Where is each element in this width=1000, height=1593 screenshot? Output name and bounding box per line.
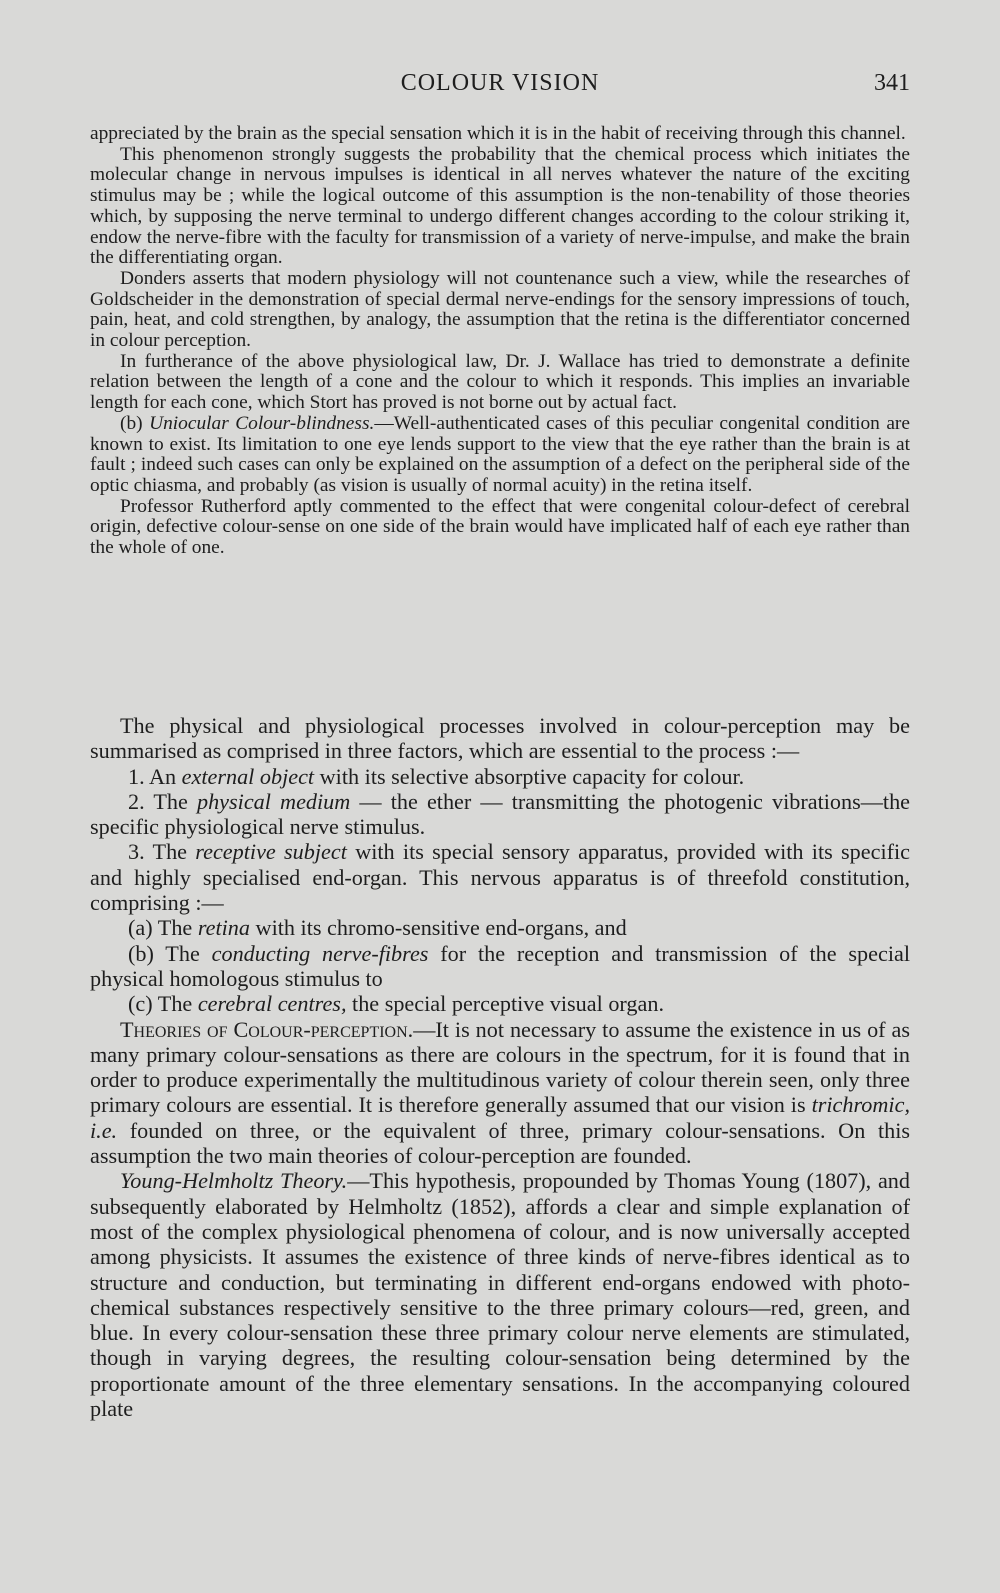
paragraph-uniocular: [90, 414, 910, 497]
item-text: with its selective absorptive capacity for colour.: [319, 763, 745, 789]
item-prefix: (a) The: [128, 915, 193, 941]
paragraph-young-helmholtz: [90, 1168, 910, 1421]
item-prefix: 2. The: [128, 788, 188, 814]
page-number: 341: [874, 70, 910, 96]
paragraph-continuation: appreciated by the brain as the special sensation which it is in the habit of receiving through this channel.: [90, 123, 906, 144]
item-prefix: 3. The: [128, 839, 188, 865]
section-heading-theories: Theories of Colour-perception.: [120, 1016, 414, 1042]
item-term: physical medium: [196, 788, 351, 814]
paragraph-text: —This hypothesis, propounded by Thomas Young (1807), and subsequently elaborated by Helmholtz (1852), affords a clear and simple explanation of most of the complex physiological phenomena of colour, and is now universally accepted among physicists. It assumes the existence of three kinds of nerve-fibres identical as to structure and conduction, but terminating in different end-organs endowed with photo-chemical substances respectively sensitive to the three primary colours—red, green, and blue. In every colour-sensation these three primary colour nerve elements are stimulated, though in varying degrees, the resulting colour-sensation being determined by the proportionate amount of the three elementary sensations. In the accompanying coloured plate: [90, 1168, 910, 1422]
paragraph-donders: Donders asserts that modern physiology will not countenance such a view, while the researches of Goldscheider in the demonstration of special dermal nerve-endings for the sensory impressions of touch, pain, heat, and cold strengthen, by analogy, the assumption that the retina is the differentiator concerned in colour perception.: [90, 267, 910, 352]
main-print-section: [90, 713, 910, 1421]
item-term: retina: [197, 915, 250, 941]
paragraph-rutherford: Professor Rutherford aptly commented to the effect that were congenital colour-defect of cerebral origin, defective colour-sense on one side of the brain would have implicated half of each eye rather than the whole of one.: [90, 495, 910, 559]
paragraph-wallace: In furtherance of the above physiological law, Dr. J. Wallace has tried to demonstrate a definite relation between the length of a cone and the colour to which it responds. This implies an invariable length for each cone, which Stort has proved is not borne out by actual fact.: [90, 350, 910, 414]
paragraph-intro: The physical and physiological processes involved in colour-perception may be summarised as comprised in three factors, which are essential to the process :—: [90, 713, 910, 764]
term-trichromic: trichromic, i.e.: [90, 1092, 910, 1143]
sub-item-b: [90, 941, 910, 992]
item-prefix: (c) The: [128, 991, 193, 1017]
item-text: with its chromo-sensitive end-organs, and: [255, 915, 627, 941]
item-prefix: (b) The: [128, 940, 200, 966]
section-heading-uniocular: Uniocular Colour-blindness.: [149, 412, 375, 434]
paragraph-text: —Well-authenticated cases of this peculiar congenital condition are known to exist. Its limitation to one eye lends support to the view that the eye rather than the brain is at fault ; indeed such cases can only be explained on the assumption of a defect on the peripheral side of the optic chiasma, and probably (as vision is usually of normal acuity) in the retina itself.: [90, 412, 910, 496]
running-title: COLOUR VISION: [400, 70, 600, 96]
item-prefix: 1. An: [128, 763, 177, 789]
item-text: the special perceptive visual organ.: [352, 991, 664, 1017]
paragraph-text: founded on three, or the equivalent of three, primary colour-sensations. On this assumption the two main theories of colour-perception are founded.: [90, 1117, 911, 1169]
item-term: external object: [181, 763, 315, 789]
small-print-section: [90, 124, 910, 559]
item-text: with its special sensory apparatus, provided with its specific and highly specialised end-organ. This nervous apparatus is of threefold constitution, comprising :—: [90, 839, 911, 916]
item-text: — the ether — transmitting the photogenic vibrations—the specific physiological nerve stimulus.: [90, 788, 911, 840]
section-heading-young-helmholtz: Young-Helmholtz Theory.: [120, 1168, 348, 1194]
list-item-2: [90, 789, 910, 840]
list-item-1: [90, 764, 910, 789]
page-header: [90, 70, 910, 104]
item-term: conducting nerve-fibres: [211, 940, 429, 966]
paragraph-theories: [90, 1017, 910, 1169]
sub-item-c: [90, 991, 910, 1016]
item-term: receptive subject: [195, 839, 347, 865]
list-item-3: [90, 839, 910, 915]
item-term: cerebral centres,: [197, 991, 347, 1017]
paragraph-text: —It is not necessary to assume the existence in us of as many primary colour-sensations as there are colours in the spectrum, for it is found that in order to produce experimentally the multitudinous variety of colour therein seen, only three primary colours are essential. It is therefore generally assumed that our vision is: [90, 1016, 910, 1118]
sub-item-a: [90, 915, 910, 940]
section-label: (b): [120, 412, 143, 434]
paragraph-phenomenon: This phenomenon strongly suggests the probability that the chemical process which initiates the molecular change in nervous impulses is identical in all nerves whatever the nature of the exciting stimulus may be ; while the logical outcome of this assumption is the non-tenability of those theories which, by supposing the nerve terminal to undergo different changes according to the colour striking it, endow the nerve-fibre with the faculty for transmission of a variety of nerve-impulse, and make the brain the differentiating organ.: [90, 143, 910, 269]
item-text: for the reception and transmission of the special physical homologous stimulus to: [90, 940, 911, 991]
